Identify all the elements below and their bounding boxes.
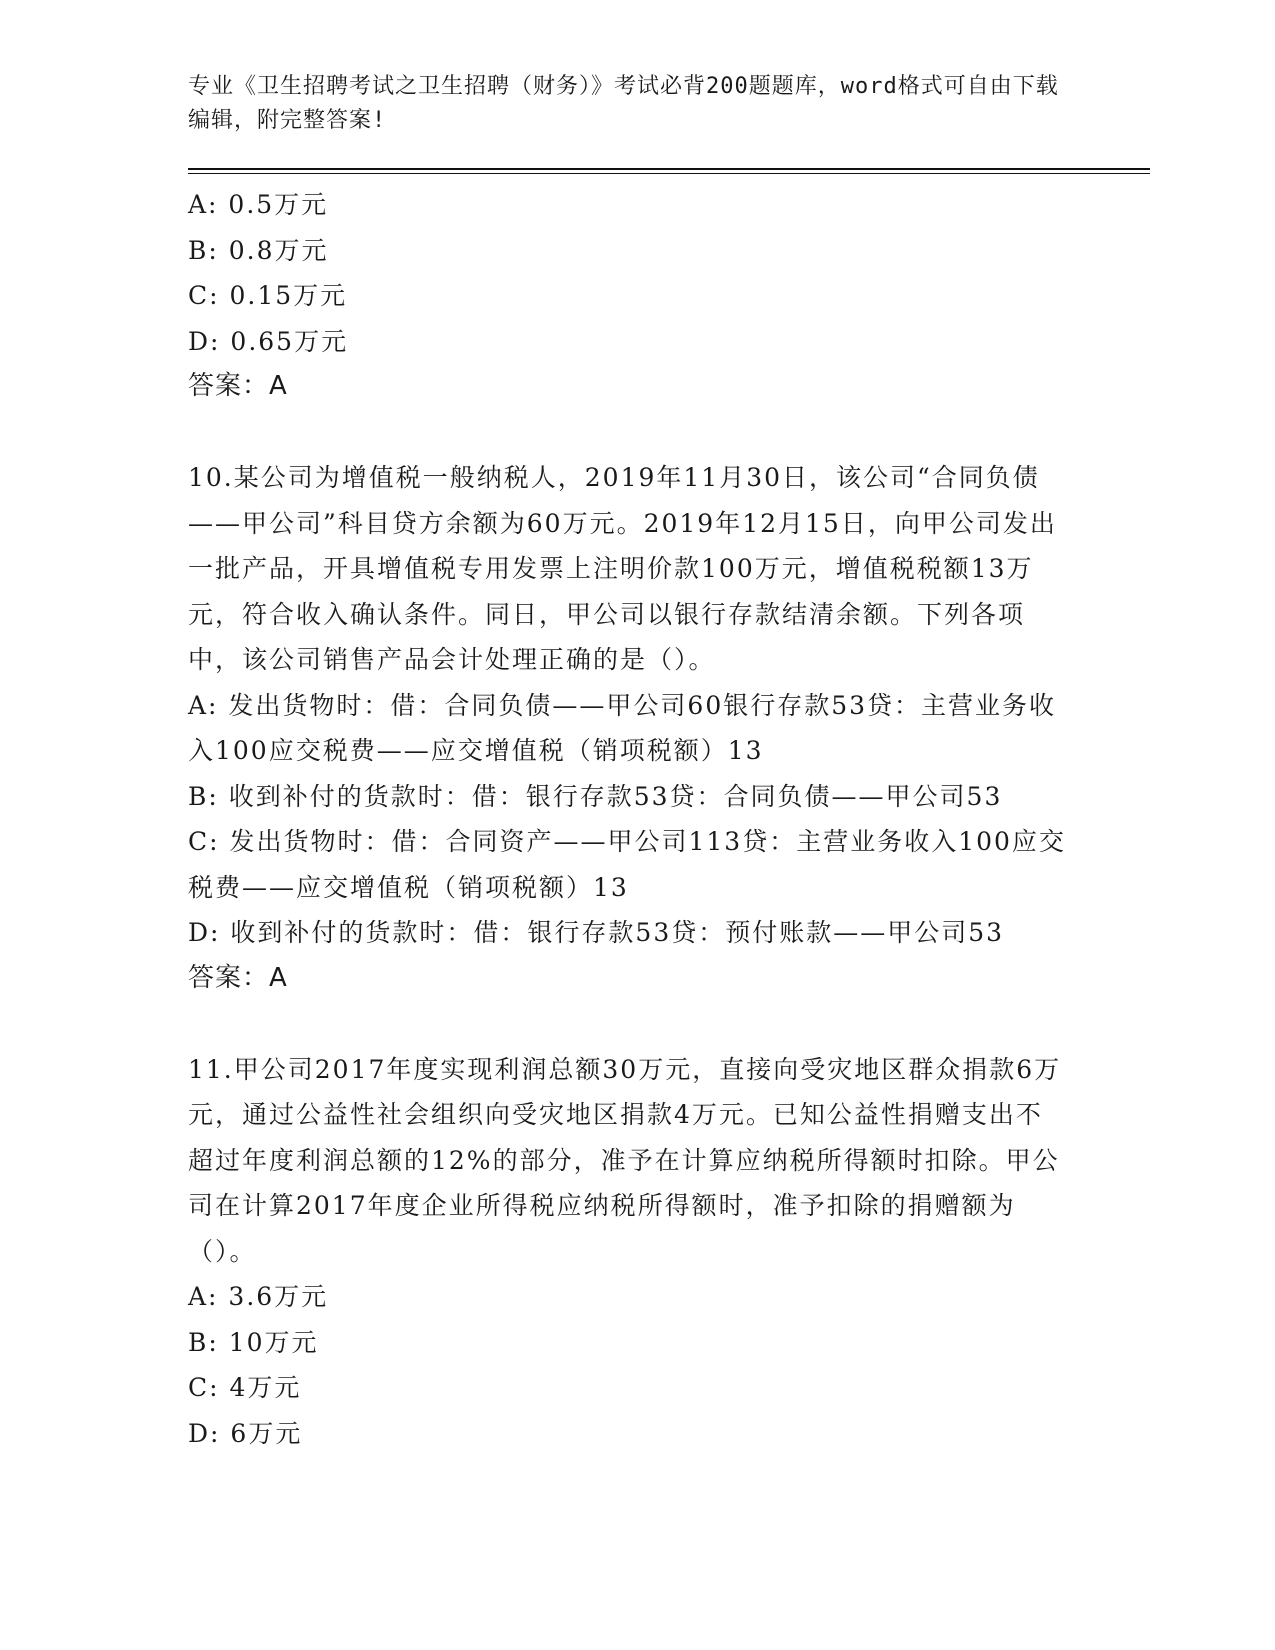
question-10 [188,455,1068,1001]
prev-option-b: B: 0.8万元 [188,235,329,265]
q11-option-d: D: 6万元 [188,1418,303,1448]
q11-option-b: B: 10万元 [188,1327,319,1357]
q11-option-a: A: 3.6万元 [188,1282,329,1311]
prev-question [188,182,1068,410]
q10-option-c: C: 发出货物时：借：合同资产——甲公司113贷：主营业务收入100应交税费——应交增值税（销项税额）13 [188,827,1066,902]
document-page [188,70,1148,1456]
prev-option-d: D: 0.65万元 [188,326,349,356]
q11-stem: 11.甲公司2017年度实现利润总额30万元，直接向受灾地区群众捐款6万元，通过公益性社会组织向受灾地区捐款4万元。已知公益性捐赠支出不超过年度利润总额的12%的部分，准予在计算应纳税所得额时扣除。甲公司在计算2017年度企业所得税应纳税所得额时，准予扣除的捐赠额为（）。 [188,1054,1062,1266]
document-body [188,182,1068,1456]
prev-option-a: A: 0.5万元 [188,190,329,219]
question-11 [188,1047,1068,1457]
q10-stem: 10.某公司为增值税一般纳税人，2019年11月30日，该公司“合同负债——甲公司”科目贷方余额为60万元。2019年12月15日，向甲公司发出一批产品，开具增值税专用发票上注明价款100万元，增值税税额13万元，符合收入确认条件。同日，甲公司以银行存款结清余额。下列各项中，该公司销售产品会计处理正确的是（）。 [188,463,1057,674]
q10-option-b: B: 收到补付的货款时：借：银行存款53贷：合同负债——甲公司53 [188,781,1003,811]
spacer [188,1001,1068,1047]
header-divider [188,168,1150,174]
q10-option-a: A: 发出货物时：借：合同负债——甲公司60银行存款53贷：主营业务收入100应交税费——应交增值税（销项税额）13 [188,690,1057,765]
document-header [188,70,1068,138]
spacer [188,410,1068,456]
prev-answer: 答案：A [188,371,288,401]
q11-option-c: C: 4万元 [188,1373,302,1402]
header-title: 专业《卫生招聘考试之卫生招聘（财务）》考试必背200题题库，word格式可自由下载编辑，附完整答案! [188,74,1059,133]
q10-option-d: D: 收到补付的货款时：借：银行存款53贷：预付账款——甲公司53 [188,918,1005,947]
prev-option-c: C: 0.15万元 [188,281,348,310]
q10-answer: 答案：A [188,962,288,993]
